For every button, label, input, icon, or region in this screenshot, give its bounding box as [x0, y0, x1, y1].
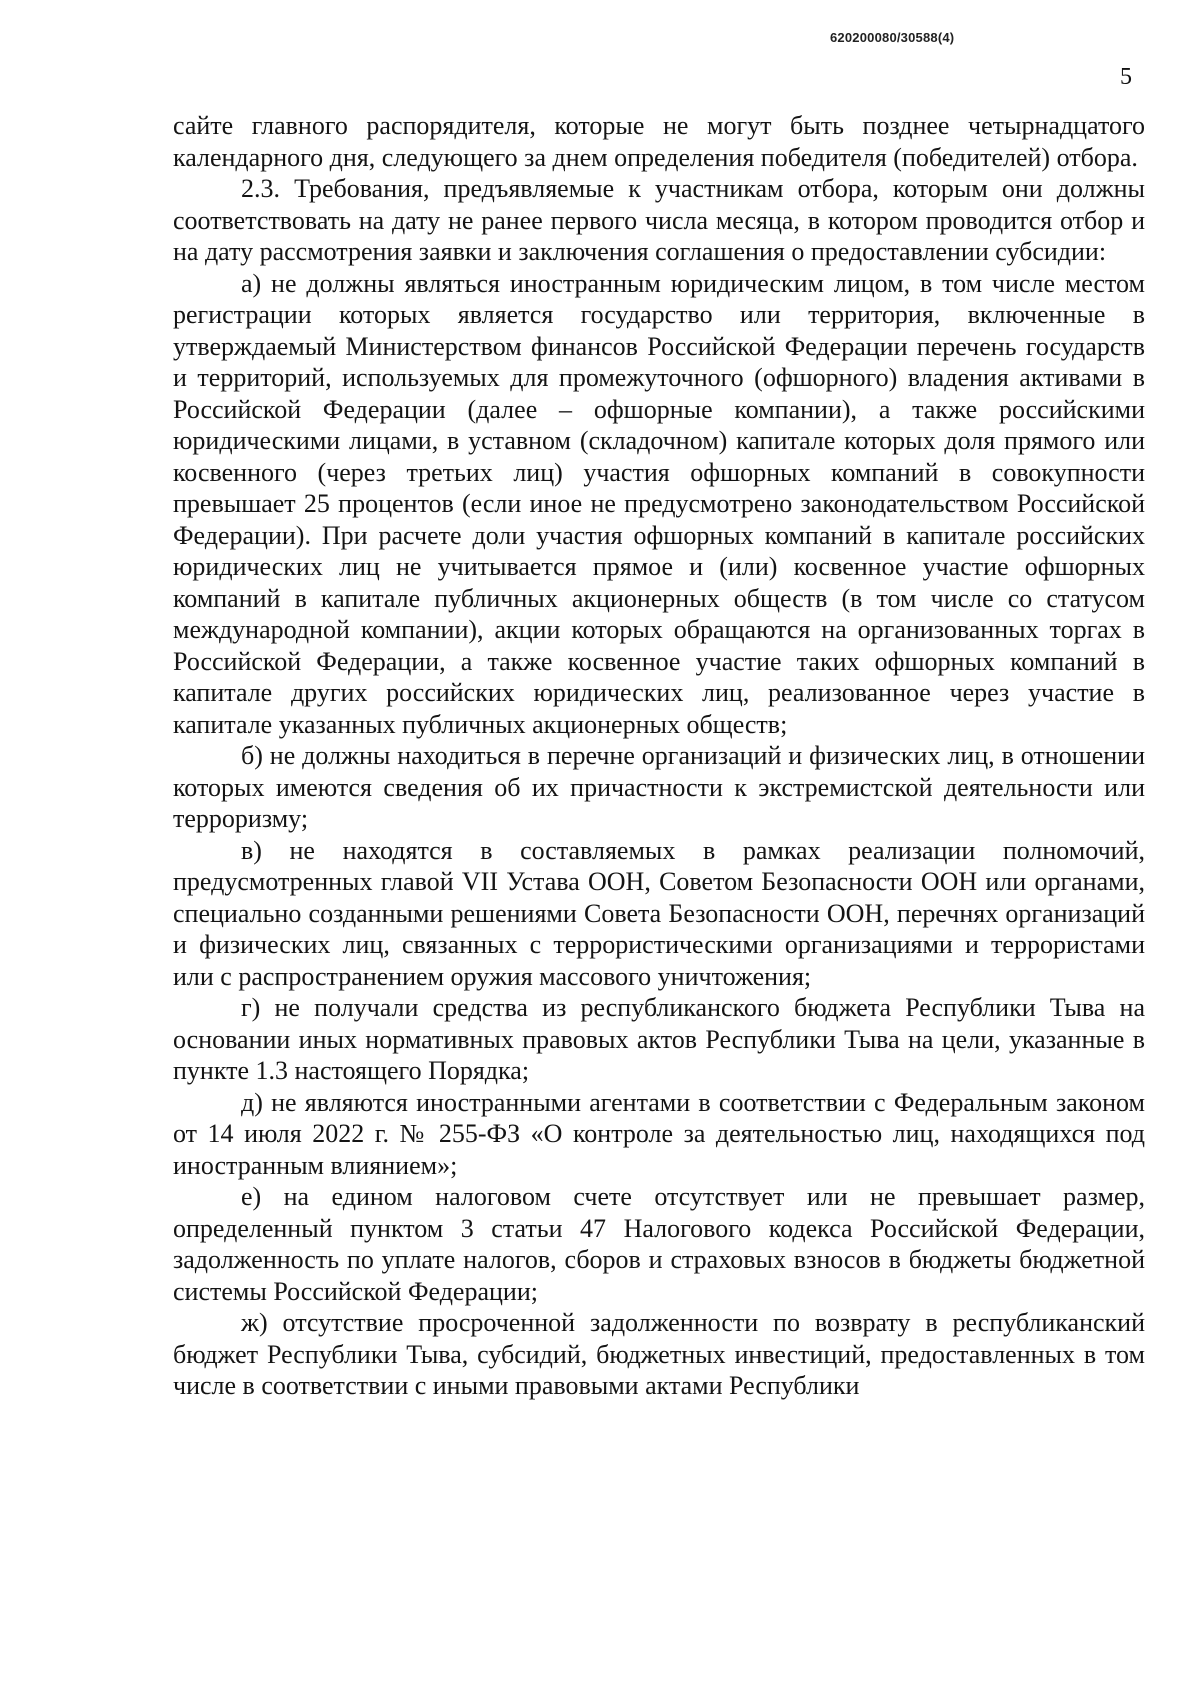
paragraph-continuation: сайте главного распорядителя, которые не могут быть позднее четырнадцатого календарного дня, следующего за днем определения победителя (победителей) отбора.	[173, 111, 1145, 172]
paragraph-item-a: а) не должны являться иностранным юридическим лицом, в том числе местом регистрации которых является государство или территория, включенные в утверждаемый Министерством финансов Российской Федерации перечень государств и территорий, используемых для промежуточного (офшорного) владения активами в Российской Федерации (далее – офшорные компании), а также российскими юридическими лицами, в уставном (складочном) капитале которых доля прямого или косвенного (через третьих лиц) участия офшорных компаний в совокупности превышает 25 процентов (если иное не предусмотрено законодательством Российской Федерации). При расчете доли участия офшорных компаний в капитале российских юридических лиц не учитывается прямое и (или) косвенное участие офшорных компаний в капитале публичных акционерных обществ (в том числе со статусом международной компании), акции которых обращаются на организованных торгах в Российской Федерации, а также косвенное участие таких офшорных компаний в капитале других российских юридических лиц, реализованное через участие в капитале указанных публичных акционерных обществ;	[173, 268, 1145, 739]
paragraph-item-zh: ж) отсутствие просроченной задолженности по возврату в республиканский бюджет Республики Тыва, субсидий, бюджетных инвестиций, предоставленных в том числе в соответствии с иными правовыми актами Республики	[173, 1308, 1145, 1400]
page-number: 5	[1120, 64, 1132, 90]
paragraph-2-3-requirements: 2.3. Требования, предъявляемые к участникам отбора, которым они должны соответствовать на дату не ранее первого числа месяца, в котором проводится отбор и на дату рассмотрения заявки и заключения соглашения о предоставлении субсидии:	[173, 174, 1145, 266]
paragraph-item-e: е) на едином налоговом счете отсутствует или не превышает размер, определенный пунктом 3 статьи 47 Налогового кодекса Российской Федерации, задолженность по уплате налогов, сборов и страховых взносов в бюджеты бюджетной системы Российской Федерации;	[173, 1182, 1145, 1306]
document-body	[173, 110, 1145, 1402]
paragraph-item-v: в) не находятся в составляемых в рамках реализации полномочий, предусмотренных главой VII Устава ООН, Советом Безопасности ООН или органами, специально созданными решениями Совета Безопасности ООН, перечнях организаций и физических лиц, связанных с террористическими организациями и террористами или с распространением оружия массового уничтожения;	[173, 835, 1145, 991]
paragraph-item-b: б) не должны находиться в перечне организаций и физических лиц, в отношении которых имеются сведения об их причастности к экстремистской деятельности или терроризму;	[173, 741, 1145, 833]
document-id: 620200080/30588(4)	[830, 30, 955, 45]
paragraph-item-d: д) не являются иностранными агентами в соответствии с Федеральным законом от 14 июля 2022 г. № 255-ФЗ «О контроле за деятельностью лиц, находящихся под иностранным влиянием»;	[173, 1087, 1145, 1180]
paragraph-item-g: г) не получали средства из республиканского бюджета Республики Тыва на основании иных нормативных правовых актов Республики Тыва на цели, указанные в пункте 1.3 настоящего Порядка;	[173, 993, 1145, 1085]
